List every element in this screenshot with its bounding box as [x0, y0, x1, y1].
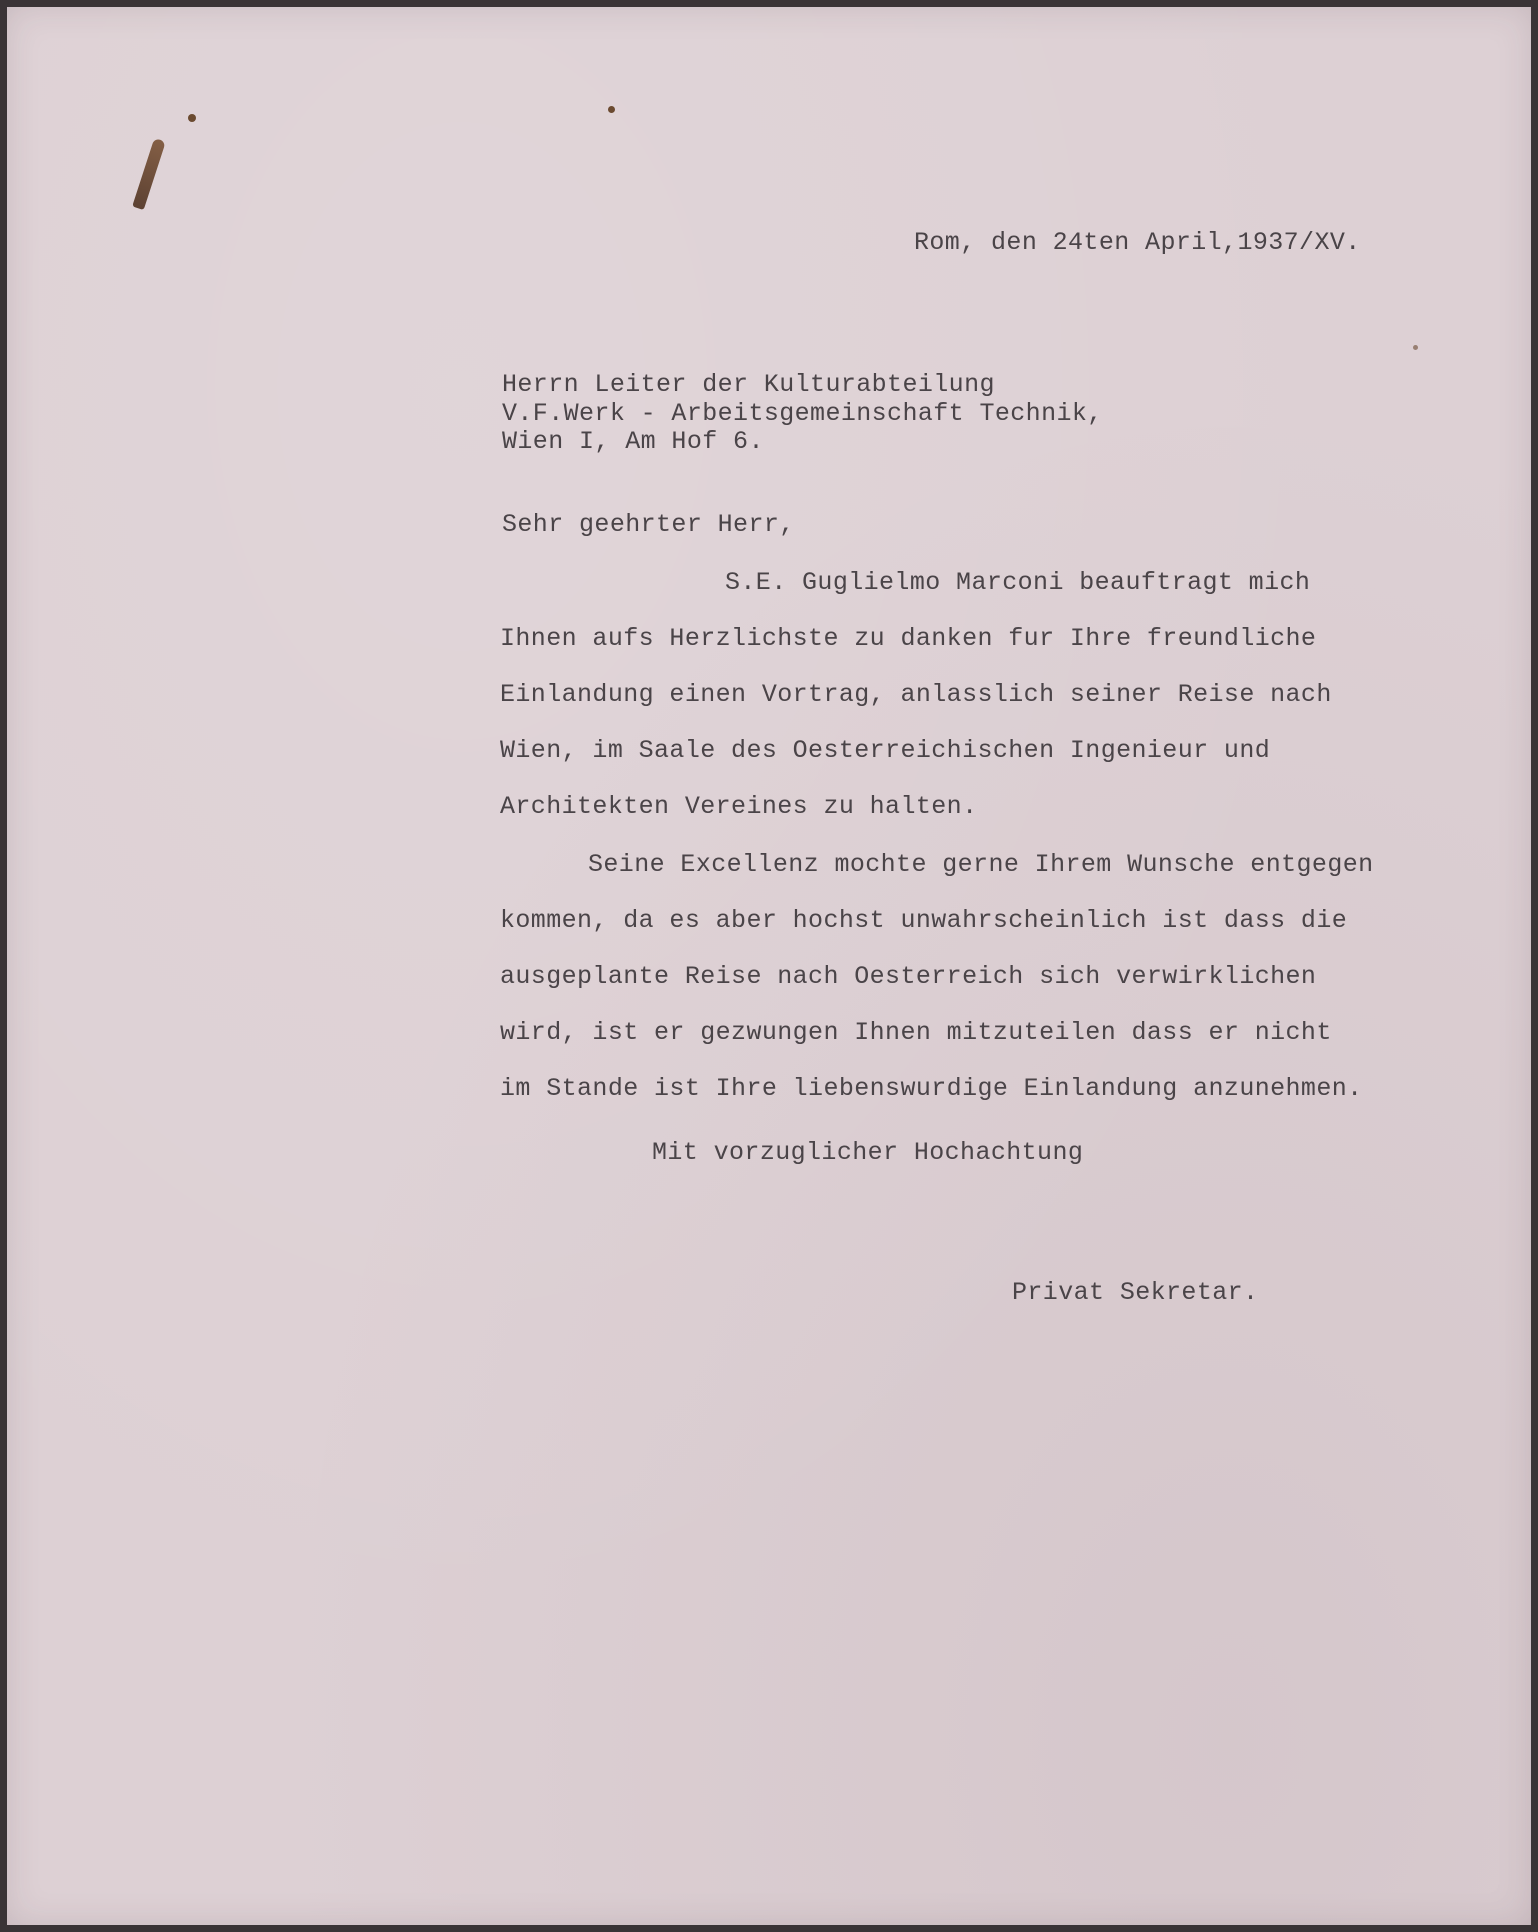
- body-line: Wien, im Saale des Oesterreichischen Ingenieur und: [500, 736, 1271, 765]
- body-line: wird, ist er gezwungen Ihnen mitzuteilen dass er nicht: [500, 1018, 1332, 1047]
- body-line: kommen, da es aber hochst unwahrscheinlich ist dass die: [500, 906, 1348, 935]
- salutation: Sehr geehrter Herr,: [502, 510, 795, 539]
- body-line: Architekten Vereines zu halten.: [500, 792, 978, 821]
- ink-spot: [1413, 345, 1418, 350]
- body-line: im Stande ist Ihre liebenswurdige Einlandung anzunehmen.: [500, 1074, 1363, 1103]
- body-line: Seine Excellenz mochte gerne Ihrem Wunsche entgegen: [588, 850, 1374, 879]
- recipient-line: V.F.Werk - Arbeitsgemeinschaft Technik,: [502, 399, 1103, 428]
- body-line: Ihnen aufs Herzlichste zu danken fur Ihre freundliche: [500, 624, 1317, 653]
- body-line: ausgeplante Reise nach Oesterreich sich verwirklichen: [500, 962, 1317, 991]
- closing: Mit vorzuglicher Hochachtung: [652, 1138, 1084, 1167]
- ink-stain: [132, 138, 166, 210]
- letter-date: Rom, den 24ten April,1937/XV.: [914, 228, 1361, 257]
- ink-spot: [188, 114, 196, 122]
- body-line: S.E. Guglielmo Marconi beauftragt mich: [725, 568, 1311, 597]
- recipient-line: Wien I, Am Hof 6.: [502, 427, 764, 456]
- body-line: Einlandung einen Vortrag, anlasslich seiner Reise nach: [500, 680, 1332, 709]
- recipient-line: Herrn Leiter der Kulturabteilung: [502, 370, 995, 399]
- signature: Privat Sekretar.: [1012, 1278, 1259, 1307]
- ink-spot: [608, 106, 615, 113]
